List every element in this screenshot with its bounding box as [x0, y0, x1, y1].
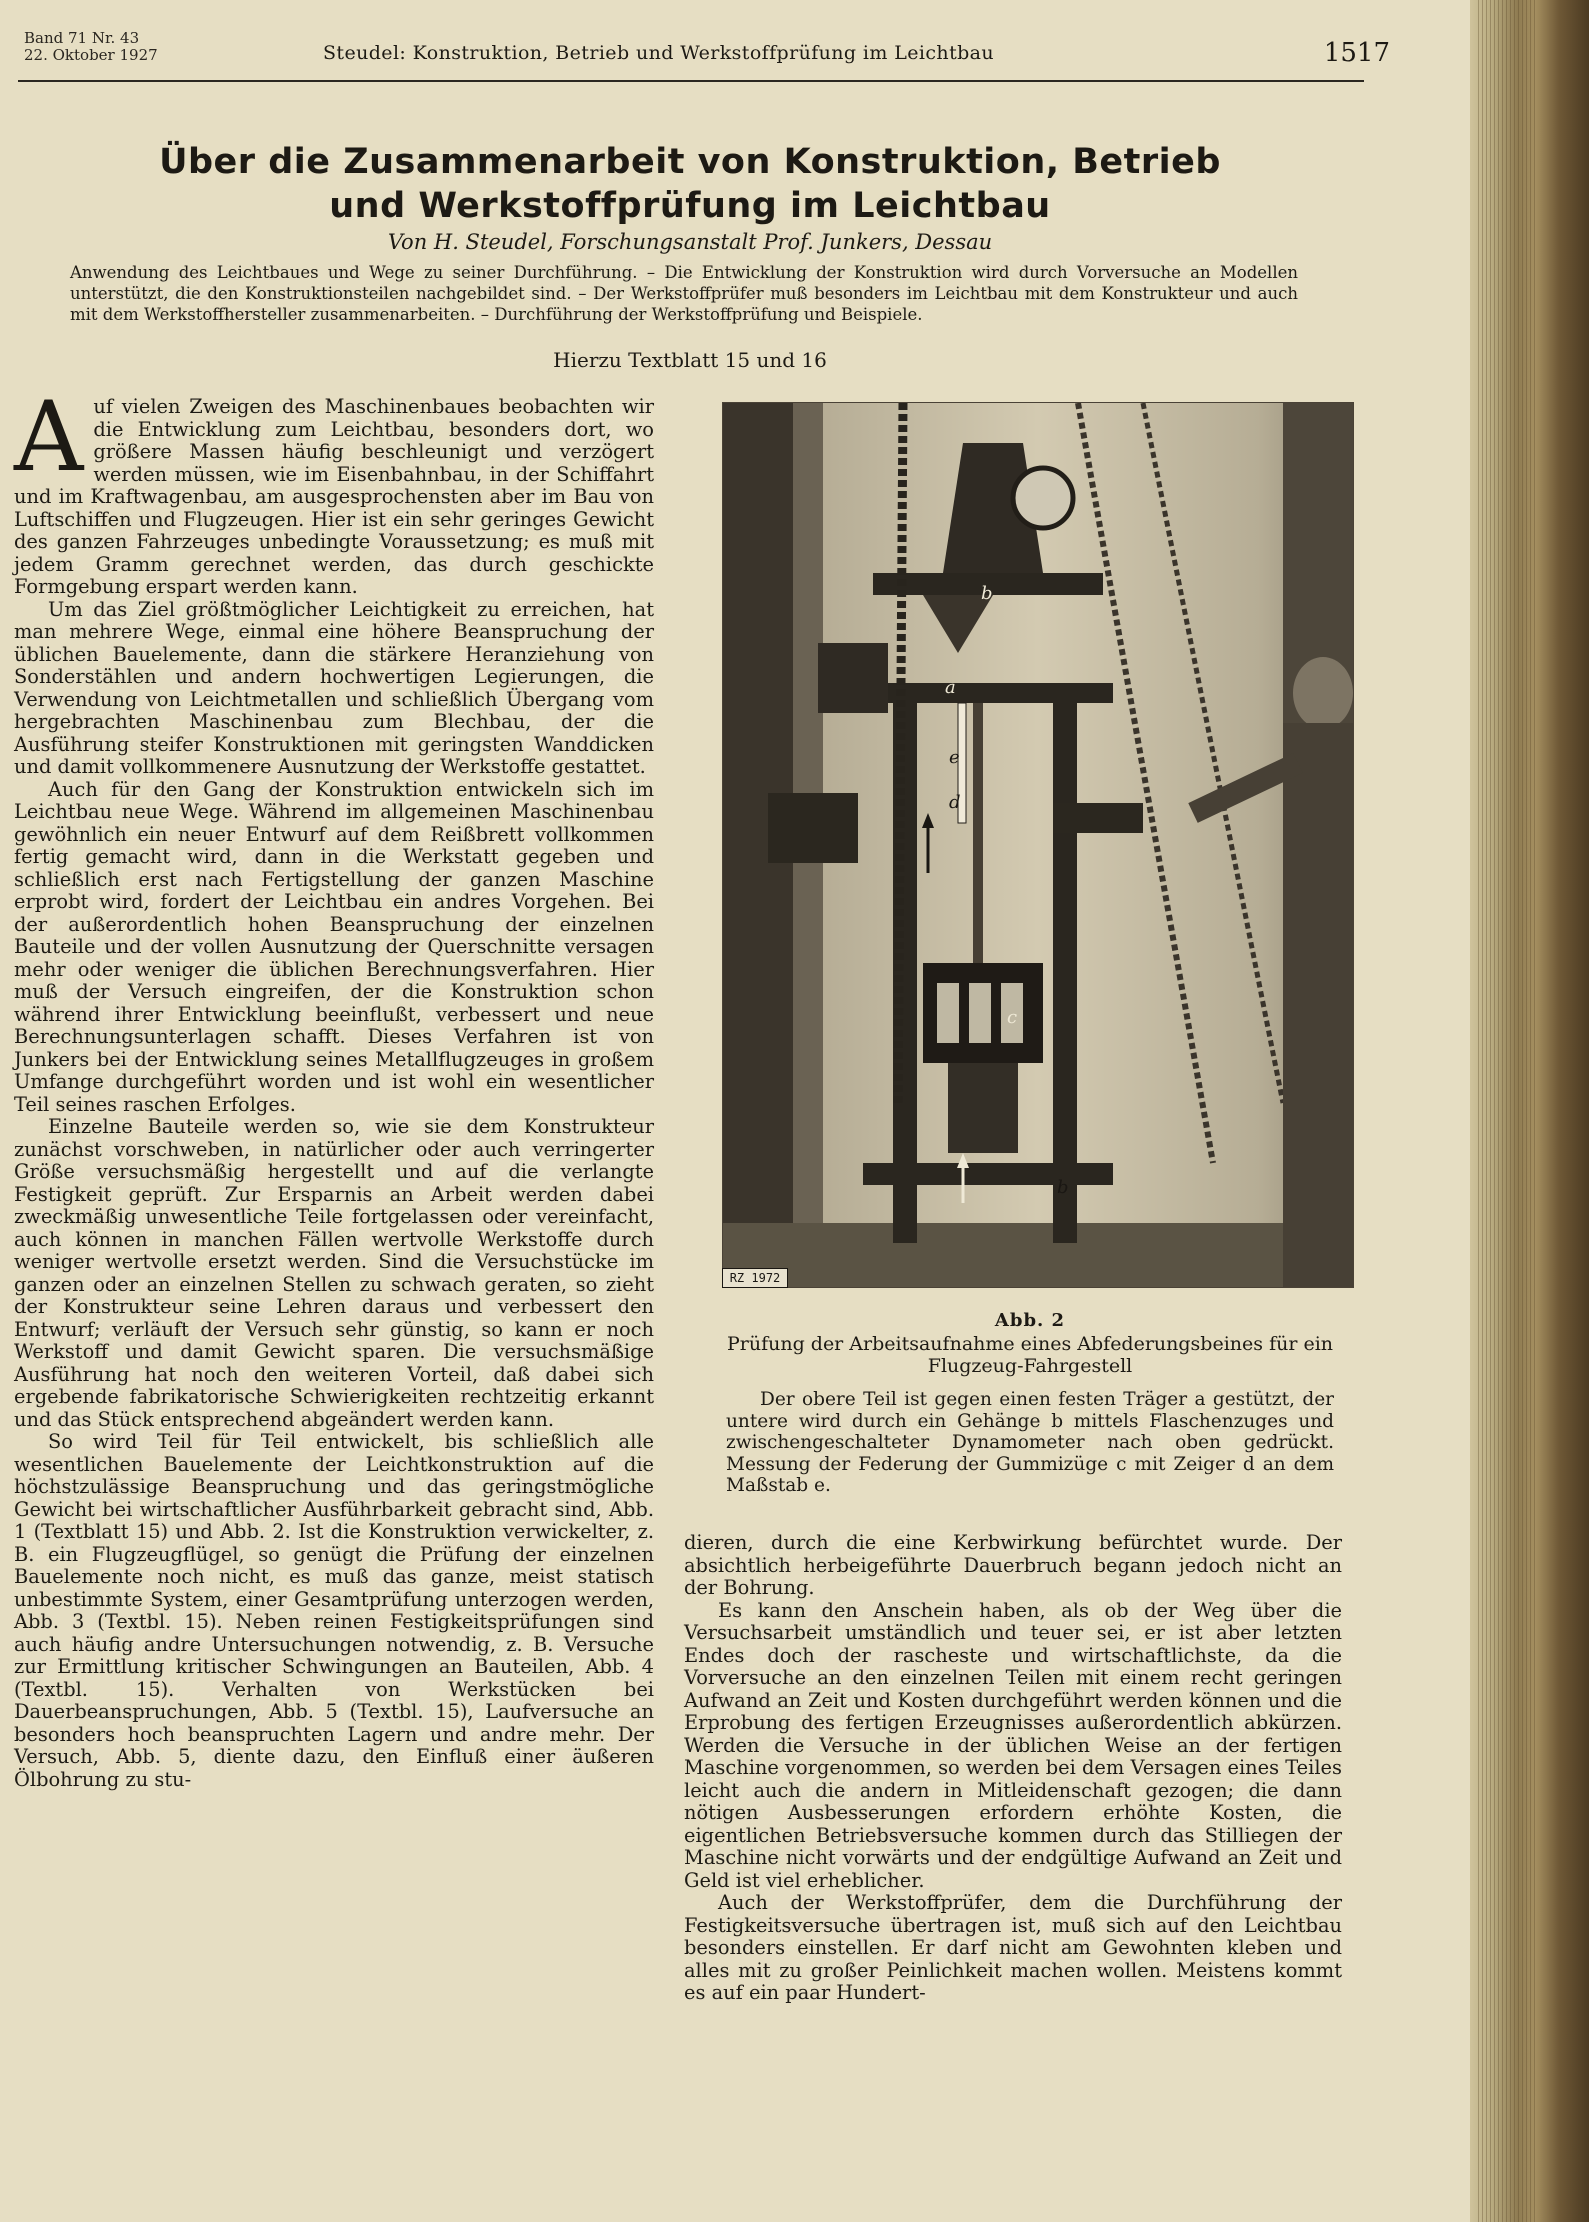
paragraph: Auch der Werkstoffprüfer, dem die Durchführung der Festigkeitsversuche übertragen ist, muß sich auf den Leichtbau besonders einstellen. Er darf nicht am Gewohnten kleben und alles mit zu großer Peinlichkeit machen wollen. Meistens kommt es auf ein paar Hundert-: [684, 1891, 1342, 2004]
paragraph: Einzelne Bauteile werden so, wie sie dem Konstrukteur zunächst vorschweben, in natürlicher oder auch verringerter Größe versuchsmäßig hergestellt und auf die verlangte Festigkeit geprüft. Zur Ersparnis an Arbeit werden dabei zweckmäßig unwesentliche Teile fortgelassen oder vereinfacht, auch können in manchen Fällen wertvolle Werkstoffe durch weniger wertvolle ersetzt werden. Sind die Versuchstücke im ganzen oder an einzelnen Stellen zu schwach geraten, so zieht der Konstrukteur seine Lehren daraus und verbessert den Entwurf; verläuft der Versuch sehr günstig, so kann er noch Werkstoff und damit Gewicht sparen. Die versuchsmäßige Ausführung hat noch den weiteren Vorteil, daß dabei sich ergebende fabrikatorische Schwierigkeiten rechtzeitig erkannt und das Stück entsprechend abgeändert werden kann.: [14, 1115, 654, 1431]
header-rule: [18, 80, 1364, 82]
title-line-2: und Werkstoffprüfung im Leichtbau: [329, 186, 1051, 226]
fig-label-b-top: b: [981, 583, 993, 604]
byline: Von H. Steudel, Forschungsanstalt Prof. Junkers, Dessau: [387, 230, 993, 254]
page-number: 1517: [1323, 38, 1390, 68]
running-head: [18, 30, 1390, 84]
fig-label-d: d: [949, 792, 961, 813]
issue-info: [24, 30, 158, 64]
left-column: [14, 381, 654, 1791]
fig-label-c: c: [1007, 1007, 1018, 1028]
volume-line: Band 71 Nr. 43: [24, 29, 140, 47]
running-title: Steudel: Konstruktion, Betrieb und Werkstoffprüfung im Leichtbau: [323, 42, 995, 64]
title-line-1: Über die Zusammenarbeit von Konstruktion, Betrieb: [159, 142, 1221, 182]
figure-number: Abb. 2: [994, 1310, 1066, 1331]
figure-description: Der obere Teil ist gegen einen festen Träger a gestützt, der untere wird durch ein Gehänge b mittels Flaschenzuges und zwischengeschalteter Dynamometer nach oben gedrückt. Messung der Federung der Gummizüge c mit Zeiger d an dem Maßstab e.: [726, 1389, 1334, 1496]
abstract: Anwendung des Leichtbaues und Wege zu seiner Durchführung. – Die Entwicklung der Konstruktion wird durch Vorversuche an Modellen unterstützt, die den Konstruktionsteilen nachgebildet sind. – Der Werkstoffprüfer muß besonders im Leichtbau mit dem Konstrukteur und auch mit dem Werkstoffhersteller zusammenarbeiten. – Durchführung der Werkstoffprüfung und Beispiele.: [70, 263, 1298, 324]
plate-code: RZ 1972: [722, 1268, 788, 1288]
book-binding-edge: [1470, 0, 1589, 2222]
paragraph: Um das Ziel größtmöglicher Leichtigkeit zu erreichen, hat man mehrere Wege, einmal eine höhere Beanspruchung der üblichen Bauelemente, dann die stärkere Heranziehung von Sonderstählen und andern hochwertigen Legierungen, die Verwendung von Leichtmetallen und schließlich Übergang vom hergebrachten Maschinenbau zum Blechbau, der die Ausführung steifer Konstruktionen mit geringsten Wanddicken und damit vollkommenere Ausnutzung der Werkstoffe gestattet.: [14, 597, 654, 778]
paragraph: Auch für den Gang der Konstruktion entwickeln sich im Leichtbau neue Wege. Während im allgemeinen Maschinenbau gewöhnlich ein neuer Entwurf auf dem Reißbrett vollkommen fertig gemacht wird, dann in die Werkstatt gegeben und schließlich erst nach Fertigstellung der ganzen Maschine erprobt wird, fordert der Leichtbau ein andres Vorgehen. Bei der außerordentlich hohen Beanspruchung der einzelnen Bauteile und der vollen Ausnutzung der Querschnitte versagen mehr oder weniger die üblichen Berechnungsverfahren. Hier muß der Versuch eingreifen, der die Konstruktion schon während ihrer Entwicklung beeinflußt, verbessert und neue Berechnungsunterlagen schafft. Dieses Verfahren ist von Junkers bei der Entwicklung seines Metallflugzeuges in großem Umfange durchgeführt worden und ist wohl ein wesentlicher Teil seines raschen Erfolges.: [14, 777, 654, 1116]
drop-cap: A: [14, 381, 84, 493]
date-line: 22. Oktober 1927: [24, 46, 158, 64]
paragraph: So wird Teil für Teil entwickelt, bis schließlich alle wesentlichen Bauelemente der Leichtkonstruktion auf die höchstzulässige Beanspruchung und das geringstmögliche Gewicht bei wirtschaftlicher Ausführbarkeit gebracht sind, Abb. 1 (Textblatt 15) und Abb. 2. Ist die Konstruktion verwickelter, z. B. ein Flugzeugflügel, so genügt die Prüfung der einzelnen Bauelemente noch nicht, es muß das ganze, meist statisch unbestimmte System, einer Gesamtprüfung unterzogen werden, Abb. 3 (Textbl. 15). Neben reinen Festigkeitsprüfungen sind auch häufig andre Untersuchungen notwendig, z. B. Versuche zur Ermittlung kritischer Schwingungen an Bauteilen, Abb. 4 (Textbl. 15). Verhalten von Werkstücken bei Dauerbeanspruchungen, Abb. 5 (Textbl. 15), Laufversuche an besonders hoch beanspruchten Lagern und andre mehr. Der Versuch, Abb. 5, diente dazu, den Einfluß einer äußeren Ölbohrung zu stu-: [14, 1430, 654, 1791]
test-rig-photo: [723, 403, 1353, 1287]
fig-label-e: e: [949, 747, 960, 768]
plate-reference: Hierzu Textblatt 15 und 16: [553, 348, 827, 372]
figure-caption: [710, 1310, 1350, 1497]
article-title: [140, 140, 1240, 228]
paragraph-text: uf vielen Zweigen des Maschinenbaues beobachten wir die Entwicklung zum Leichtbau, besonders dort, wo größere Massen häufig beschleunigt und verzögert werden müssen, wie im Eisenbahnbau, in der Schiffahrt und im Kraftwagenbau, am ausgesprochensten aber im Bau von Luftschiffen und Flugzeugen. Hier ist ein sehr geringes Gewicht des ganzen Fahrzeuges unbedingte Voraussetzung; es muß mit jedem Gramm gerechnet werden, das durch geschickte Formgebung erspart werden kann.: [14, 395, 654, 598]
paragraph: Es kann den Anschein haben, als ob der Weg über die Versuchsarbeit umständlich und teuer sei, er ist aber letzten Endes doch der rascheste und wirtschaftlichste, da die Vorversuche an den einzelnen Teilen mit einem recht geringen Aufwand an Zeit und Kosten durchgeführt werden können und die Erprobung des fertigen Erzeugnisses außerordentlich abkürzen. Werden die Versuche in der üblichen Weise an der fertigen Maschine vorgenommen, so werden bei dem Versagen eines Teiles leicht auch die andern in Mitleidenschaft gezogen; die dann nötigen Ausbesserungen erfordern erhöhte Kosten, die eigentlichen Betriebsversuche kommen durch das Stilliegen der Maschine nicht vorwärts und der endgültige Aufwand an Zeit und Geld ist viel erheblicher.: [684, 1598, 1342, 1892]
figure-photo: [722, 402, 1354, 1288]
right-column: [684, 1532, 1342, 2005]
fig-label-b-bottom: b: [1057, 1177, 1069, 1198]
paragraph: dieren, durch die eine Kerbwirkung befürchtet wurde. Der absichtlich herbeigeführte Dauerbruch begann jedoch nicht an der Bohrung.: [684, 1531, 1342, 1599]
paragraph: [14, 381, 654, 599]
figure-title: Prüfung der Arbeitsaufnahme eines Abfederungsbeines für ein Flugzeug-Fahrgestell: [726, 1333, 1334, 1377]
fig-label-a: a: [945, 677, 956, 698]
